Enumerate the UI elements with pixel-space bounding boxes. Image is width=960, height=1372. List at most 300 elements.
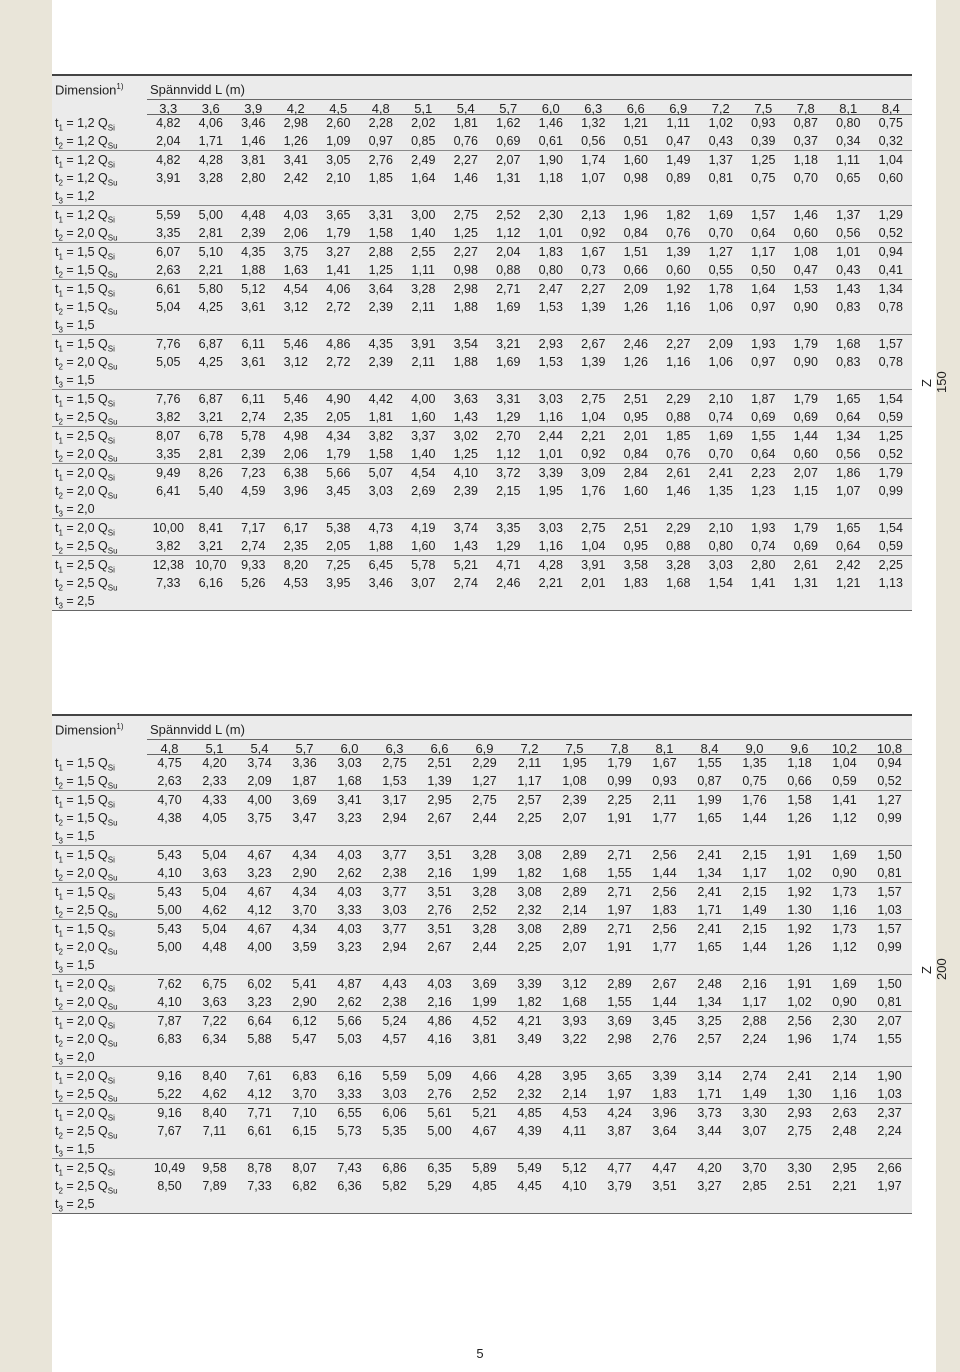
load-type: Si xyxy=(107,289,115,299)
table-cell: 1,43 xyxy=(453,539,478,553)
table-cell: 1,49 xyxy=(742,903,767,917)
table-cell: 1,18 xyxy=(793,153,818,167)
table-row xyxy=(52,445,912,463)
thickness-value: = 2,0 xyxy=(62,502,95,516)
span-value: 10,8 xyxy=(876,741,903,756)
span-value: 5,7 xyxy=(295,741,314,756)
table-row xyxy=(52,353,912,371)
table-cell: 0,90 xyxy=(793,300,818,314)
row-label: $t_1 = 2,0$ $Q_{Si}$ xyxy=(55,1069,115,1086)
table-cell: 0,88 xyxy=(496,263,521,277)
load-type: Su xyxy=(107,781,118,791)
table-cell: 4,28 xyxy=(198,153,223,167)
table-cell: 0,52 xyxy=(877,774,902,788)
load-type: Su xyxy=(107,818,118,828)
table-cell: 3,30 xyxy=(787,1161,812,1175)
row-label: $t_1 = 1,5$ $Q_{Si}$ xyxy=(55,392,115,409)
table-cell: 1,44 xyxy=(742,811,767,825)
thickness-value: = 2,0 xyxy=(62,226,99,240)
table-row xyxy=(52,846,912,864)
table-cell: 2,11 xyxy=(652,793,677,807)
table-cell: 6,87 xyxy=(198,337,223,351)
thickness-index: 2 xyxy=(58,362,63,372)
table-cell: 3,28 xyxy=(472,848,497,862)
table-cell: 0,47 xyxy=(666,134,691,148)
table-cell: 2,89 xyxy=(562,922,587,936)
load-type: Su xyxy=(107,1131,118,1141)
span-value: 6,6 xyxy=(430,741,449,756)
table-cell: 3,14 xyxy=(697,1069,722,1083)
table-cell: 6,41 xyxy=(156,484,181,498)
load-type: Su xyxy=(107,1002,118,1012)
thickness-index: 3 xyxy=(58,1057,63,1067)
row-label: $t_2 = 2,5$ $Q_{Su}$ xyxy=(55,1179,118,1196)
span-value: 5,1 xyxy=(205,741,224,756)
span-value: 6,0 xyxy=(340,741,359,756)
row-label: $t_2 = 1,2$ $Q_{Su}$ xyxy=(55,171,118,188)
table-cell: 1,01 xyxy=(836,245,861,259)
table-cell: 2,24 xyxy=(742,1032,767,1046)
dimension-group xyxy=(52,280,912,335)
table-cell: 2,27 xyxy=(666,337,691,351)
thickness-index: 3 xyxy=(58,965,63,975)
table-cell: 2,81 xyxy=(198,226,223,240)
table-cell: 7,33 xyxy=(156,576,181,590)
table-cell: 1,39 xyxy=(427,774,452,788)
table-cell: 1,69 xyxy=(708,429,733,443)
table-cell: 1,82 xyxy=(517,995,542,1009)
table-cell: 3,23 xyxy=(337,940,362,954)
table-cell: 1,86 xyxy=(836,466,861,480)
table-cell: 3,05 xyxy=(326,153,351,167)
table-cell: 9,33 xyxy=(241,558,266,572)
table-cell: 8,40 xyxy=(202,1106,227,1120)
table-cell: 0,76 xyxy=(666,447,691,461)
row-values xyxy=(147,995,912,1011)
table-cell: 0,70 xyxy=(708,226,733,240)
table-cell: 1,08 xyxy=(793,245,818,259)
table-cell: 5,89 xyxy=(472,1161,497,1175)
table-cell: 3,31 xyxy=(496,392,521,406)
table-cell: 1,97 xyxy=(607,903,632,917)
load-table-z150 xyxy=(52,74,912,611)
load-type: Si xyxy=(107,763,115,773)
table-cell: 3,73 xyxy=(697,1106,722,1120)
table-cell: 2,07 xyxy=(496,153,521,167)
table-cell: 2,76 xyxy=(368,153,393,167)
table-cell: 1,79 xyxy=(793,337,818,351)
table-body xyxy=(52,114,912,610)
table-cell: 2,25 xyxy=(607,793,632,807)
table-cell: 2,52 xyxy=(472,1087,497,1101)
table-cell: 4,03 xyxy=(427,977,452,991)
table-cell: 4,86 xyxy=(326,337,351,351)
table-cell: 0,70 xyxy=(708,447,733,461)
table-row xyxy=(52,791,912,809)
table-cell: 0,78 xyxy=(878,300,903,314)
table-cell: 0,81 xyxy=(708,171,733,185)
thickness-value: = 1,5 xyxy=(62,282,99,296)
table-cell: 2,06 xyxy=(283,447,308,461)
row-values xyxy=(147,558,912,574)
table-row xyxy=(52,206,912,224)
table-cell: 2,60 xyxy=(326,116,351,130)
row-label: $t_2 = 2,0$ $Q_{Su}$ xyxy=(55,995,118,1012)
table-row xyxy=(52,224,912,242)
table-cell: 4,03 xyxy=(337,848,362,862)
thickness-value: = 1,5 xyxy=(62,811,99,825)
table-cell: 3,95 xyxy=(326,576,351,590)
table-cell: 2,27 xyxy=(581,282,606,296)
table-cell: 7,10 xyxy=(292,1106,317,1120)
table-cell: 3,59 xyxy=(292,940,317,954)
row-values xyxy=(147,1142,912,1158)
load-type: Su xyxy=(107,873,118,883)
table-cell: 2,27 xyxy=(453,153,478,167)
table-cell: 7,25 xyxy=(326,558,351,572)
table-cell: 1,76 xyxy=(581,484,606,498)
table-cell: 3,03 xyxy=(382,1087,407,1101)
table-cell: 1,46 xyxy=(538,116,563,130)
table-cell: 1,34 xyxy=(836,429,861,443)
load-type: Su xyxy=(107,546,118,556)
load-type: Su xyxy=(107,454,118,464)
span-value: 4,8 xyxy=(160,741,179,756)
table-cell: 0,75 xyxy=(742,774,767,788)
span-value: 6,0 xyxy=(541,101,560,116)
table-cell: 5,82 xyxy=(382,1179,407,1193)
table-cell: 2,84 xyxy=(623,466,648,480)
span-value: 8,1 xyxy=(839,101,858,116)
table-cell: 1,26 xyxy=(787,940,812,954)
table-cell: 6,17 xyxy=(283,521,308,535)
table-cell: 2,71 xyxy=(607,885,632,899)
table-cell: 3,69 xyxy=(292,793,317,807)
table-cell: 2,81 xyxy=(198,447,223,461)
table-row xyxy=(52,132,912,150)
table-cell: 4,98 xyxy=(283,429,308,443)
table-cell: 0,66 xyxy=(623,263,648,277)
table-cell: 2,07 xyxy=(793,466,818,480)
table-cell: 9,49 xyxy=(156,466,181,480)
table-cell: 1,39 xyxy=(666,245,691,259)
table-cell: 0,64 xyxy=(836,410,861,424)
table-cell: 1,81 xyxy=(453,116,478,130)
table-row xyxy=(52,809,912,827)
table-cell: 1,55 xyxy=(751,429,776,443)
table-cell: 2,76 xyxy=(427,903,452,917)
load-type: Si xyxy=(107,252,115,262)
table-cell: 3,65 xyxy=(326,208,351,222)
table-cell: 6,12 xyxy=(292,1014,317,1028)
table-row xyxy=(52,335,912,353)
table-cell: 1,25 xyxy=(453,226,478,240)
thickness-index: 2 xyxy=(58,546,63,556)
thickness-value: = 2,0 xyxy=(62,940,99,954)
table-cell: 5,41 xyxy=(292,977,317,991)
table-cell: 3,12 xyxy=(283,300,308,314)
thickness-index: 1 xyxy=(58,399,63,409)
table-cell: 2,16 xyxy=(427,866,452,880)
row-values xyxy=(147,539,912,555)
row-label: $t_2 = 2,0$ $Q_{Su}$ xyxy=(55,866,118,883)
thickness-value: = 1,2 xyxy=(62,134,99,148)
table-cell: 3,33 xyxy=(337,903,362,917)
table-cell: 4,34 xyxy=(292,885,317,899)
table-cell: 6,82 xyxy=(292,1179,317,1193)
table-cell: 2,98 xyxy=(607,1032,632,1046)
table-cell: 2,98 xyxy=(283,116,308,130)
table-cell: 1,87 xyxy=(292,774,317,788)
table-cell: 5,47 xyxy=(292,1032,317,1046)
thickness-index: 2 xyxy=(58,1186,63,1196)
table-cell: 1,13 xyxy=(878,576,903,590)
table-cell: 1,77 xyxy=(652,811,677,825)
table-cell: 1,40 xyxy=(411,226,436,240)
thickness-value: = 2,5 xyxy=(62,903,99,917)
table-cell: 1,03 xyxy=(877,903,902,917)
dimension-group xyxy=(52,427,912,464)
table-cell: 0,80 xyxy=(708,539,733,553)
thickness-value: = 1,5 xyxy=(62,373,95,387)
table-cell: 3,17 xyxy=(382,793,407,807)
table-cell: 0,99 xyxy=(877,811,902,825)
table-cell: 2,57 xyxy=(517,793,542,807)
table-cell: 2,41 xyxy=(787,1069,812,1083)
table-cell: 1,58 xyxy=(368,226,393,240)
table-cell: 7,62 xyxy=(157,977,182,991)
table-cell: 2,27 xyxy=(453,245,478,259)
table-cell: 3,07 xyxy=(742,1124,767,1138)
row-label: $t_2 = 1,5$ $Q_{Su}$ xyxy=(55,263,118,280)
table-cell: 0,56 xyxy=(836,447,861,461)
table-cell: 3,21 xyxy=(198,410,223,424)
table-cell: 1,26 xyxy=(283,134,308,148)
table-cell: 4,12 xyxy=(247,1087,272,1101)
table-cell: 2,33 xyxy=(202,774,227,788)
table-cell: 4,71 xyxy=(496,558,521,572)
row-values xyxy=(147,447,912,463)
table-cell: 1,29 xyxy=(496,539,521,553)
table-cell: 2,90 xyxy=(292,995,317,1009)
table-cell: 2,94 xyxy=(382,811,407,825)
table-cell: 1,46 xyxy=(241,134,266,148)
table-cell: 2,30 xyxy=(832,1014,857,1028)
thickness-value: = 2,0 xyxy=(62,1069,99,1083)
thickness-index: 1 xyxy=(58,763,63,773)
table-cell: 1,51 xyxy=(623,245,648,259)
table-row xyxy=(52,114,912,132)
table-cell: 6,34 xyxy=(202,1032,227,1046)
table-cell: 3,95 xyxy=(562,1069,587,1083)
row-values xyxy=(147,1179,912,1195)
thickness-value: = 2,0 xyxy=(62,466,99,480)
table-row xyxy=(52,1140,912,1158)
table-cell: 1,68 xyxy=(562,995,587,1009)
table-cell: 5,66 xyxy=(326,466,351,480)
thickness-index: 3 xyxy=(58,509,63,519)
table-cell: 6,16 xyxy=(198,576,223,590)
thickness-index: 3 xyxy=(58,836,63,846)
table-cell: 3,70 xyxy=(292,903,317,917)
table-cell: 2,93 xyxy=(538,337,563,351)
thickness-index: 1 xyxy=(58,1168,63,1178)
table-cell: 3,87 xyxy=(607,1124,632,1138)
table-row xyxy=(52,187,912,205)
table-cell: 7,89 xyxy=(202,1179,227,1193)
table-cell: 6,87 xyxy=(198,392,223,406)
table-cell: 1,71 xyxy=(198,134,223,148)
table-cell: 5,59 xyxy=(382,1069,407,1083)
table-cell: 2,06 xyxy=(283,226,308,240)
table-cell: 2,75 xyxy=(581,392,606,406)
table-cell: 1,06 xyxy=(708,355,733,369)
table-cell: 3,91 xyxy=(581,558,606,572)
table-cell: 2,70 xyxy=(496,429,521,443)
table-cell: 0,83 xyxy=(836,300,861,314)
table-cell: 4,70 xyxy=(157,793,182,807)
table-cell: 1,31 xyxy=(793,576,818,590)
table-cell: 2,89 xyxy=(562,848,587,862)
table-cell: 4,90 xyxy=(326,392,351,406)
table-cell: 1,25 xyxy=(751,153,776,167)
table-cell: 1,96 xyxy=(623,208,648,222)
table-cell: 0,80 xyxy=(538,263,563,277)
row-values xyxy=(147,300,912,316)
row-label: $t_1 = 1,5$ $Q_{Si}$ xyxy=(55,922,115,939)
table-cell: 1.30 xyxy=(787,903,812,917)
table-cell: 1,12 xyxy=(496,447,521,461)
table-cell: 1,49 xyxy=(742,1087,767,1101)
table-cell: 4,52 xyxy=(472,1014,497,1028)
table-cell: 1,79 xyxy=(326,447,351,461)
load-type: Si xyxy=(107,892,115,902)
table-cell: 2,04 xyxy=(496,245,521,259)
table-cell: 3,82 xyxy=(156,410,181,424)
table-cell: 2,37 xyxy=(877,1106,902,1120)
table-cell: 0,93 xyxy=(751,116,776,130)
load-type: Si xyxy=(107,436,115,446)
table-cell: 8,50 xyxy=(157,1179,182,1193)
table-cell: 8,41 xyxy=(198,521,223,535)
row-values xyxy=(147,502,912,518)
table-cell: 0,69 xyxy=(793,410,818,424)
table-row xyxy=(52,298,912,316)
table-cell: 4,45 xyxy=(517,1179,542,1193)
table-cell: 0,99 xyxy=(607,774,632,788)
thickness-value: = 1,5 xyxy=(62,774,99,788)
table-cell: 1,60 xyxy=(411,410,436,424)
table-cell: 0,80 xyxy=(836,116,861,130)
table-cell: 1,57 xyxy=(877,922,902,936)
table-cell: 1,41 xyxy=(751,576,776,590)
table-cell: 3,28 xyxy=(472,885,497,899)
table-cell: 3,91 xyxy=(156,171,181,185)
span-value: 3,3 xyxy=(159,101,178,116)
table-cell: 2,44 xyxy=(472,811,497,825)
table-cell: 3,47 xyxy=(292,811,317,825)
table-cell: 1,91 xyxy=(607,811,632,825)
table-cell: 3,64 xyxy=(652,1124,677,1138)
table-row xyxy=(52,316,912,334)
table-cell: 1,55 xyxy=(607,995,632,1009)
table-cell: 1,46 xyxy=(666,484,691,498)
table-cell: 3,28 xyxy=(472,922,497,936)
row-label: $t_2 = 2,0$ $Q_{Su}$ xyxy=(55,447,118,464)
thickness-index: 3 xyxy=(58,1204,63,1214)
table-cell: 1,87 xyxy=(751,392,776,406)
table-cell: 1,17 xyxy=(751,245,776,259)
table-cell: 5,38 xyxy=(326,521,351,535)
table-cell: 1,69 xyxy=(496,355,521,369)
table-cell: 2,46 xyxy=(623,337,648,351)
row-label: $t_1 = 2,0$ $Q_{Si}$ xyxy=(55,977,115,994)
dimension-group xyxy=(52,390,912,427)
span-values-row xyxy=(147,741,912,755)
table-cell: 1,26 xyxy=(623,355,648,369)
thickness-value: = 1,5 xyxy=(62,829,95,843)
table-cell: 2,10 xyxy=(708,521,733,535)
table-cell: 1,97 xyxy=(607,1087,632,1101)
table-cell: 6,02 xyxy=(247,977,272,991)
table-cell: 0,34 xyxy=(836,134,861,148)
table-row xyxy=(52,500,912,518)
table-cell: 0,97 xyxy=(368,134,393,148)
table-cell: 1,69 xyxy=(708,208,733,222)
table-cell: 5,26 xyxy=(241,576,266,590)
table-row xyxy=(52,1122,912,1140)
table-cell: 0,41 xyxy=(878,263,903,277)
table-cell: 3,79 xyxy=(607,1179,632,1193)
load-type: Si xyxy=(107,855,115,865)
row-label: $t_3 = 1,5$ xyxy=(55,373,95,390)
table-cell: 2,90 xyxy=(292,866,317,880)
row-label: $t_2 = 1,5$ $Q_{Su}$ xyxy=(55,811,118,828)
thickness-index: 3 xyxy=(58,325,63,335)
table-cell: 4,75 xyxy=(157,756,182,770)
table-cell: 5,07 xyxy=(368,466,393,480)
table-cell: 2,51 xyxy=(623,392,648,406)
table-cell: 2,56 xyxy=(652,848,677,862)
load-table-z200 xyxy=(52,714,912,1214)
table-cell: 3,45 xyxy=(326,484,351,498)
span-value: 7,5 xyxy=(754,101,773,116)
load-type: Su xyxy=(107,947,118,957)
table-cell: 0,73 xyxy=(581,263,606,277)
table-cell: 0,76 xyxy=(453,134,478,148)
table-cell: 5,35 xyxy=(382,1124,407,1138)
thickness-index: 2 xyxy=(58,491,63,501)
table-cell: 1,02 xyxy=(787,995,812,1009)
table-cell: 2,95 xyxy=(427,793,452,807)
table-cell: 1,57 xyxy=(751,208,776,222)
table-cell: 8,78 xyxy=(247,1161,272,1175)
table-cell: 2,76 xyxy=(652,1032,677,1046)
table-cell: 1,82 xyxy=(666,208,691,222)
table-cell: 5,21 xyxy=(472,1106,497,1120)
row-label: $t_3 = 2,0$ xyxy=(55,1050,95,1067)
table-cell: 4,66 xyxy=(472,1069,497,1083)
table-cell: 1,17 xyxy=(517,774,542,788)
table-cell: 0,59 xyxy=(832,774,857,788)
table-cell: 5,43 xyxy=(157,922,182,936)
span-value: 4,2 xyxy=(286,101,305,116)
table-row xyxy=(52,169,912,187)
thickness-index: 1 xyxy=(58,473,63,483)
table-row xyxy=(52,1195,912,1213)
table-cell: 1,12 xyxy=(832,940,857,954)
span-value: 3,9 xyxy=(244,101,263,116)
